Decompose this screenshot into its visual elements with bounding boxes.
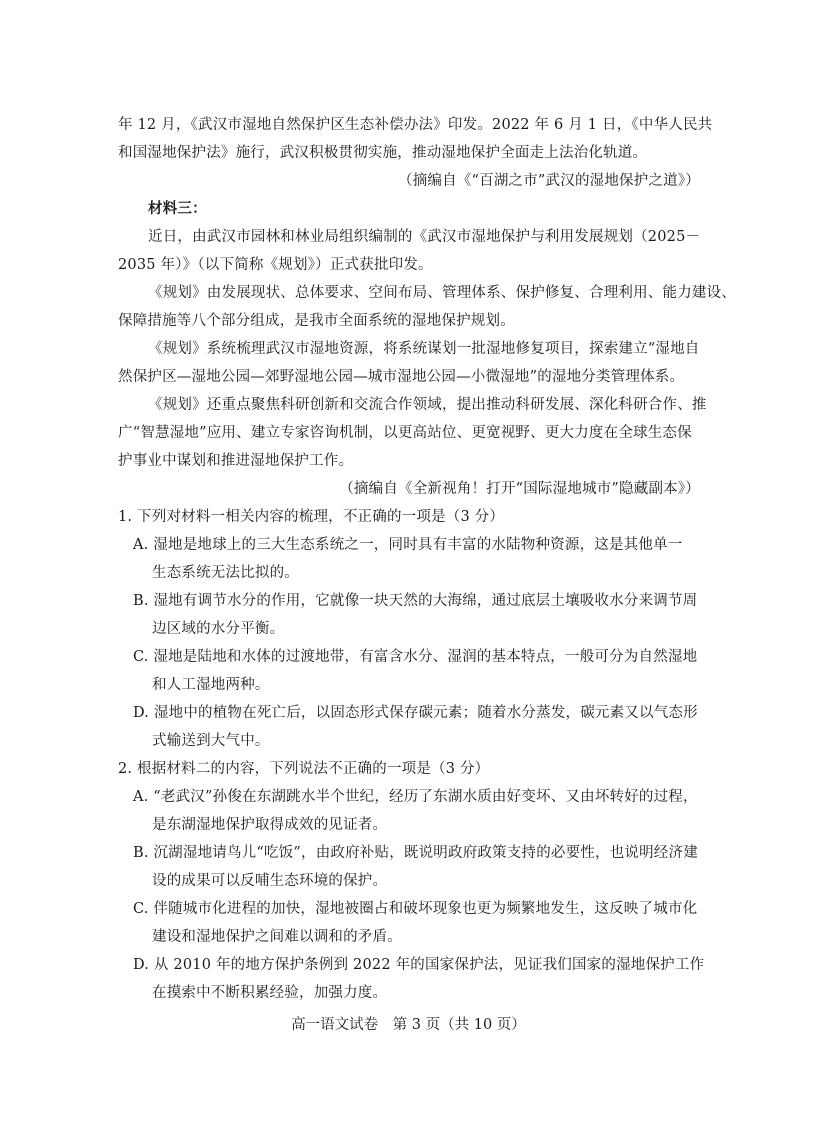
question-stem: 1. 下列对材料一相关内容的梳理，不正确的一项是（3 分） [118, 509, 505, 525]
body-line: 《规划》系统梳理武汉市湿地资源，将系统谋划一批湿地修复项目，探索建立“湿地自 [148, 341, 700, 357]
option-b-cont: 设的成果可以反哺生态环境的保护。 [152, 873, 388, 889]
body-line: 和国湿地保护法》施行，武汉积极贯彻实施，推动湿地保护全面走上法治化轨道。 [118, 145, 648, 161]
option-c-cont: 建设和湿地保护之间难以调和的矛盾。 [152, 929, 402, 945]
body-line: 年 12 月，《武汉市湿地自然保护区生态补偿办法》印发。2022 年 6 月 1 日，《中华人民共 [118, 117, 713, 133]
body-line: 近日，由武汉市园林和林业局组织编制的《武汉市湿地保护与利用发展规划（2025－ [148, 229, 701, 245]
option-d: D. 从 2010 年的地方保护条例到 2022 年的国家保护法，见证我们国家的湿地保护工作 [133, 957, 705, 973]
option-c-cont: 和人工湿地两种。 [152, 677, 270, 693]
source-citation: （摘编自《“百湖之市”武汉的湿地保护之道》） [398, 173, 700, 189]
page-footer: 高一语文试卷 第 3 页（共 10 页） [291, 1017, 526, 1033]
option-c: C. 湿地是陆地和水体的过渡地带，有富含水分、湿润的基本特点，一般可分为自然湿地 [133, 649, 698, 665]
body-line: 广“智慧湿地”应用、建立专家咨询机制，以更高站位、更宽视野、更大力度在全球生态保 [118, 425, 692, 441]
option-b: B. 沉湖湿地请鸟儿“吃饭”，由政府补贴，既说明政府政策支持的必要性，也说明经济建 [133, 845, 698, 861]
option-d-cont: 式输送到大气中。 [152, 733, 270, 749]
option-d: D. 湿地中的植物在死亡后，以固态形式保存碳元素；随着水分蒸发，碳元素又以气态形 [133, 705, 698, 721]
material-heading: 材料三： [148, 201, 207, 217]
body-line: 保障措施等八个部分组成，是我市全面系统的湿地保护规划。 [118, 313, 515, 329]
option-a-cont: 是东湖湿地保护取得成效的见证者。 [152, 817, 388, 833]
option-d-cont: 在摸索中不断积累经验，加强力度。 [152, 985, 388, 1001]
question-stem: 2. 根据材料二的内容，下列说法不正确的一项是（3 分） [118, 761, 490, 777]
option-a: A. 湿地是地球上的三大生态系统之一，同时具有丰富的水陆物种资源，这是其他单一 [133, 537, 683, 553]
body-line: 然保护区—湿地公园—郊野湿地公园—城市湿地公园—小微湿地”的湿地分类管理体系。 [118, 369, 685, 385]
body-line: 《规划》由发展现状、总体要求、空间布局、管理体系、保护修复、合理利用、能力建设、 [148, 285, 736, 301]
option-b: B. 湿地有调节水分的作用，它就像一块天然的大海绵，通过底层土壤吸收水分来调节周 [133, 593, 698, 609]
option-c: C. 伴随城市化进程的加快，湿地被圈占和破坏现象也更为频繁地发生，这反映了城市化 [133, 901, 698, 917]
source-citation: （摘编自《全新视角！打开“国际湿地城市”隐藏副本》） [339, 481, 700, 497]
option-a-cont: 生态系统无法比拟的。 [152, 565, 299, 581]
body-line: 《规划》还重点聚焦科研创新和交流合作领域，提出推动科研发展、深化科研合作、推 [148, 397, 707, 413]
body-line: 护事业中谋划和推进湿地保护工作。 [118, 453, 354, 469]
option-b-cont: 边区域的水分平衡。 [152, 621, 285, 637]
option-a: A. “老武汉”孙俊在东湖跳水半个世纪，经历了东湖水质由好变坏、又由坏转好的过程， [133, 789, 698, 805]
body-line: 2035 年）》（以下简称《规划》）正式获批印发。 [118, 257, 433, 273]
